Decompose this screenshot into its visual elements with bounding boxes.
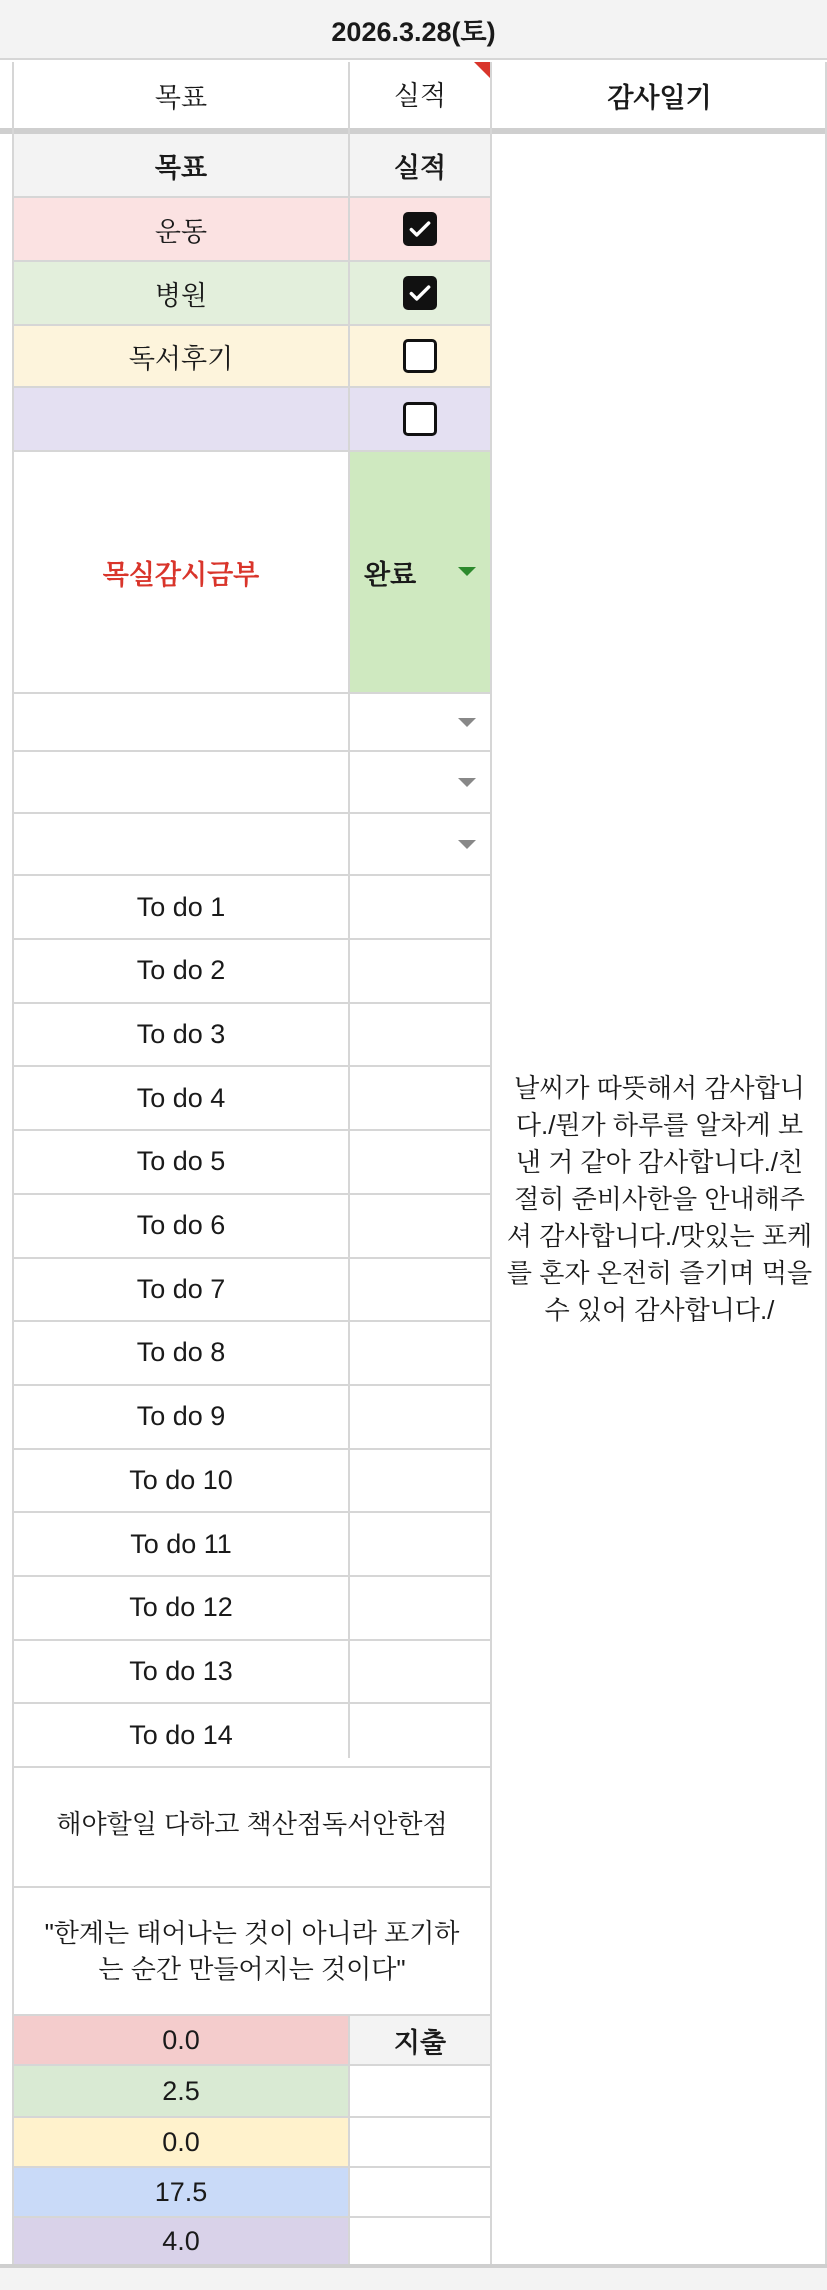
goal-column-header[interactable]: 목표 (154, 82, 208, 113)
gratitude-column-header[interactable]: 감사일기 (607, 82, 712, 113)
goal-table-header[interactable]: 목표 (14, 134, 348, 196)
todo-item[interactable]: To do 7 (136, 1273, 226, 1304)
todo-result[interactable] (350, 1386, 490, 1448)
todo-result[interactable] (350, 1513, 490, 1575)
todo-item[interactable]: To do 4 (136, 1082, 226, 1113)
gridline (12, 1129, 492, 1131)
value-cell[interactable]: 0.0 (14, 2118, 348, 2166)
goal-row-result (350, 388, 490, 450)
expense-cell[interactable] (350, 2066, 490, 2264)
todo-item[interactable]: To do 9 (136, 1401, 226, 1432)
gridline (12, 450, 492, 452)
value-cell[interactable]: 17.5 (14, 2168, 348, 2216)
todo-item[interactable]: To do 5 (136, 1146, 226, 1177)
todo-item[interactable]: To do 6 (136, 1210, 226, 1240)
gridline (12, 1886, 492, 1888)
gridline (12, 2216, 492, 2218)
empty-goal-cell[interactable] (14, 814, 348, 874)
todo-item[interactable]: To do 14 (129, 1719, 233, 1750)
gridline (12, 324, 492, 326)
quote-cell[interactable] (14, 1888, 490, 2014)
chevron-down-icon[interactable] (458, 840, 476, 849)
chevron-down-icon[interactable] (458, 778, 476, 787)
penalty-label: 목실감시금부 (102, 559, 260, 590)
todo-item[interactable]: To do 11 (130, 1528, 232, 1559)
gridline (12, 750, 492, 752)
gridline (12, 2116, 492, 2118)
chevron-down-icon[interactable] (458, 718, 476, 727)
empty-status-dropdown[interactable] (350, 814, 490, 874)
quote-text: "한계는 태어나는 것이 아니라 포기하는 순간 만들어지는 것이다" (44, 1918, 460, 1984)
goal-row-result (350, 326, 490, 386)
check-icon (407, 216, 433, 242)
penalty-status-value: 완료 (364, 559, 417, 590)
todo-result[interactable] (350, 1640, 490, 1702)
todo-result[interactable] (350, 1131, 490, 1193)
penalty-label-cell[interactable] (14, 452, 348, 692)
checkbox[interactable] (403, 402, 437, 436)
date-header (0, 0, 827, 60)
gridline (12, 260, 492, 262)
value-cell[interactable]: 0.0 (14, 2016, 348, 2064)
next-row-strip (0, 2268, 827, 2290)
todo-result[interactable] (350, 1258, 490, 1320)
empty-goal-cell[interactable] (14, 752, 348, 812)
todo-item[interactable]: To do 10 (129, 1464, 233, 1495)
reflection-text: 해야할일 다하고 책산점독서안한점 (56, 1808, 448, 1839)
empty-status-dropdown[interactable] (350, 752, 490, 812)
gridline (490, 62, 492, 2264)
gridline (348, 62, 350, 1758)
gridline (12, 874, 492, 876)
gridline (12, 2014, 492, 2016)
value-cell[interactable]: 2.5 (14, 2066, 348, 2116)
todo-result[interactable] (350, 1067, 490, 1129)
checkbox[interactable] (403, 276, 437, 310)
gridline (12, 196, 492, 198)
todo-result[interactable] (350, 1195, 490, 1257)
gratitude-text: 날씨가 따뜻해서 감사합니다./뭔가 하루를 알차게 보낸 거 같아 감사합니다./친절히 준비사한을 안내해주셔 감사합니다./맛있는 포케를 혼자 온전히 즐기며 먹을 수 있어 감사합니다./ (506, 1072, 813, 1325)
gridline (12, 1639, 492, 1641)
checkbox[interactable] (403, 212, 437, 246)
todo-item[interactable]: To do 1 (136, 891, 226, 922)
check-icon (407, 280, 433, 306)
gridline (12, 1065, 492, 1067)
todo-result[interactable] (350, 1449, 490, 1511)
gridline (12, 1448, 492, 1450)
todo-result[interactable] (350, 1322, 490, 1384)
todo-item[interactable]: To do 2 (136, 955, 226, 986)
gridline (12, 1766, 492, 1768)
goal-row-label[interactable] (14, 388, 348, 450)
date-header-label: 2026.3.28(토) (331, 16, 496, 47)
goal-row-result (350, 198, 490, 260)
reflection-cell[interactable] (14, 1758, 490, 1886)
goal-row-label[interactable]: 운동 (14, 198, 348, 260)
result-column-header[interactable]: 실적 (393, 81, 447, 111)
todo-item[interactable]: To do 8 (136, 1337, 226, 1368)
gridline (12, 1002, 492, 1004)
checkbox[interactable] (403, 339, 437, 373)
expense-header[interactable]: 지출 (350, 2016, 490, 2064)
empty-status-dropdown[interactable] (350, 694, 490, 750)
todo-result[interactable] (350, 940, 490, 1002)
gridline (12, 1384, 492, 1386)
gridline (12, 62, 14, 2264)
value-cell[interactable]: 4.0 (14, 2218, 348, 2264)
gridline (12, 2064, 492, 2066)
gridline (12, 1575, 492, 1577)
todo-item[interactable]: To do 13 (129, 1655, 233, 1686)
gridline (12, 386, 492, 388)
gridline (12, 1257, 492, 1259)
gridline (12, 2166, 492, 2168)
todo-item[interactable]: To do 12 (129, 1592, 233, 1623)
todo-result[interactable] (350, 1003, 490, 1065)
gridline (12, 692, 492, 694)
gridline (12, 1320, 492, 1322)
goal-row-label[interactable]: 독서후기 (14, 326, 348, 386)
gridline (12, 938, 492, 940)
todo-item[interactable]: To do 3 (136, 1018, 226, 1049)
gridline (12, 1702, 492, 1704)
comment-indicator[interactable] (474, 62, 490, 78)
goal-row-label[interactable]: 병원 (14, 262, 348, 324)
gridline (12, 812, 492, 814)
penalty-status-dropdown[interactable] (350, 452, 490, 692)
gridline (12, 1511, 492, 1513)
gridline (12, 1193, 492, 1195)
goal-row-result (350, 262, 490, 324)
gridline (348, 2014, 350, 2264)
todo-result[interactable] (350, 1577, 490, 1639)
chevron-down-icon[interactable] (458, 567, 476, 576)
empty-goal-cell[interactable] (14, 694, 348, 750)
todo-result[interactable] (350, 1704, 490, 1766)
result-table-header[interactable]: 실적 (350, 134, 490, 196)
gratitude-entry[interactable] (492, 134, 827, 2264)
todo-result[interactable] (350, 876, 490, 938)
